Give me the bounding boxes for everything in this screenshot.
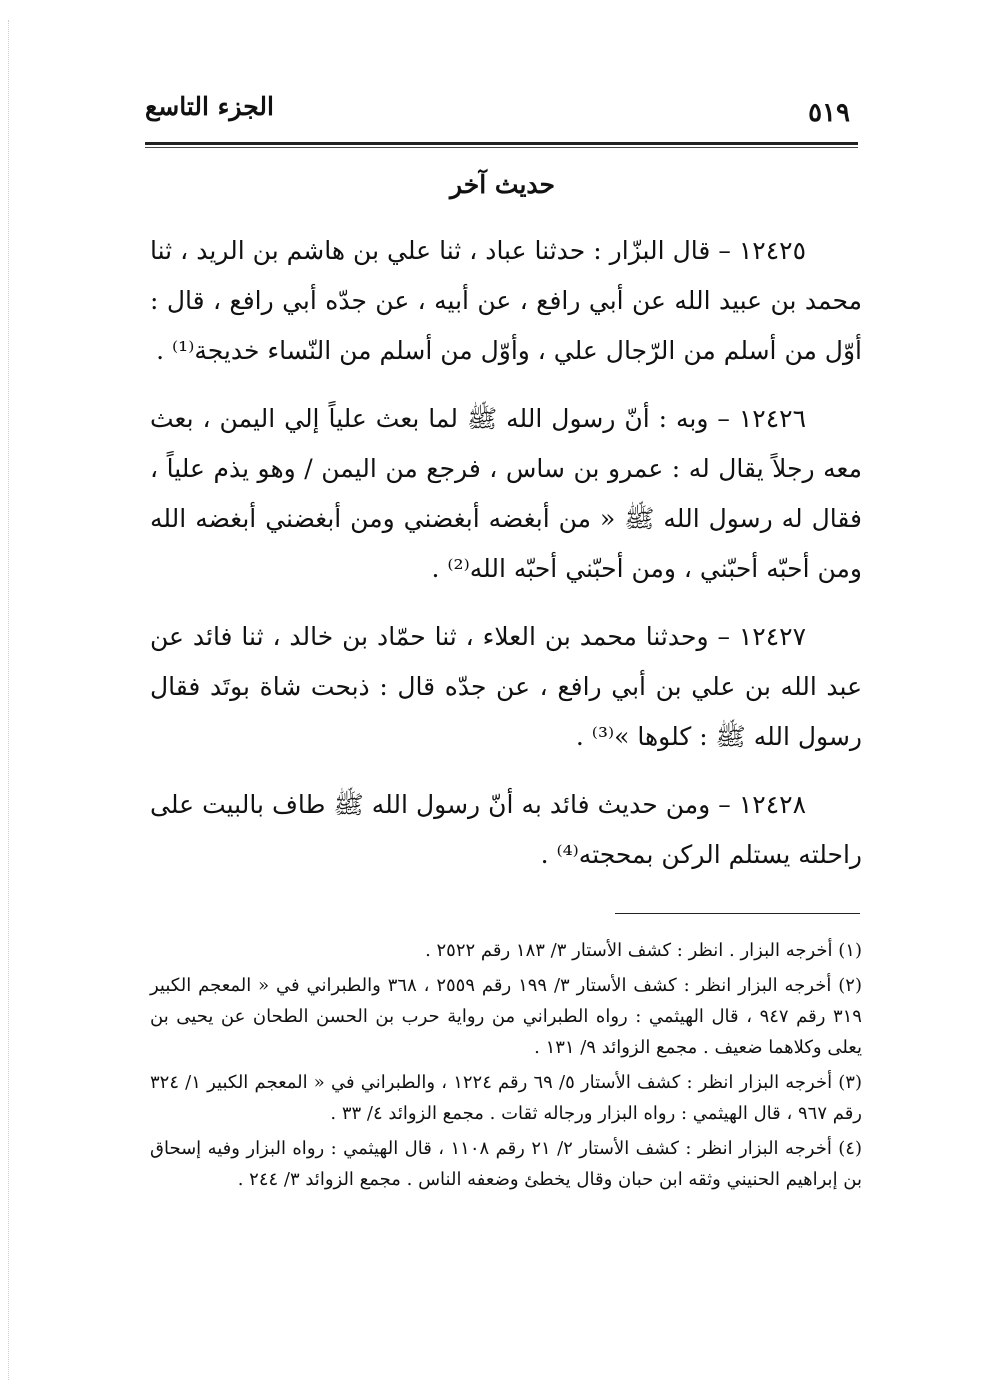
section-title: حديث آخر: [450, 170, 555, 199]
page-number: ٥١٩: [808, 98, 850, 128]
footnote: (٣) أخرجه البزار انظر : كشف الأستار ٥/ ٦٩ رقم ١٢٢٤ ، والطبراني في « المعجم الكبير ١/ ٣٢٤ رقم ٩٦٧ ، قال الهيثمي : رواه البزار ورجاله ثقات . مجمع الزوائد ٤/ ٣٣ .: [150, 1072, 862, 1124]
running-title: الجزء التاسع: [145, 92, 274, 121]
footnote-separator: [615, 913, 860, 914]
scan-edge: [8, 20, 9, 1380]
header-rule: [145, 142, 858, 145]
page-header: [145, 92, 860, 136]
footnote: (١) أخرجه البزار . انظر : كشف الأستار ٣/ ١٨٣ رقم ٢٥٢٢ .: [425, 940, 862, 961]
hadith-paragraph: ١٢٤٢٦ – وبه : أنّ رسول الله ﷺ لما بعث علياً إلي اليمن ، بعث معه رجلاً يقال له : عمرو بن ساس ، فرجع من اليمن / وهو يذم علياً ، فقال له رسول الله ﷺ « من أبغضه أبغضني ومن أبغضني أبغضه الله ومن أحبّه أحبّني ، ومن أحبّني أحبّه الله⁽²⁾ .: [150, 404, 862, 583]
header-rule-thin: [145, 147, 858, 148]
footnote: (٢) أخرجه البزار انظر : كشف الأستار ٣/ ١٩٩ رقم ٢٥٥٩ ، ٣٦٨ والطبراني في « المعجم الكبير ٣١٩ رقم ٩٤٧ ، قال الهيثمي : رواه الطبراني من رواية حرب بن الحسن الطحان عن يحيى بن يعلى وكلاهما ضعيف . مجمع الزوائد ٩/ ١٣١ .: [150, 975, 862, 1058]
footnotes: [150, 935, 862, 1199]
hadith-paragraph: ١٢٤٢٧ – وحدثنا محمد بن العلاء ، ثنا حمّاد بن خالد ، ثنا فائد عن عبد الله بن علي بن أبي رافع ، عن جدّه قال : ذبحت شاة بوتَد فقال رسول الله ﷺ : كلوها »⁽³⁾ .: [150, 622, 862, 751]
main-text: [150, 226, 862, 898]
hadith-paragraph: ١٢٤٢٨ – ومن حديث فائد به أنّ رسول الله ﷺ طاف بالبيت على راحلته يستلم الركن بمحجته⁽⁴⁾ .: [150, 790, 862, 869]
footnote: (٤) أخرجه البزار انظر : كشف الأستار ٢/ ٢١ رقم ١١٠٨ ، قال الهيثمي : رواه البزار وفيه إسحاق بن إبراهيم الحنيني وثقه ابن حبان وقال يخطئ وضعفه الناس . مجمع الزوائد ٣/ ٢٤٤ .: [150, 1138, 862, 1190]
hadith-paragraph: ١٢٤٢٥ – قال البزّار : حدثنا عباد ، ثنا علي بن هاشم بن الريد ، ثنا محمد بن عبيد الله عن أبي رافع ، عن أبيه ، عن جدّه أبي رافع ، قال : أوّل من أسلم من الرّجال علي ، وأوّل من أسلم من النّساء خديجة⁽¹⁾ .: [150, 236, 862, 365]
